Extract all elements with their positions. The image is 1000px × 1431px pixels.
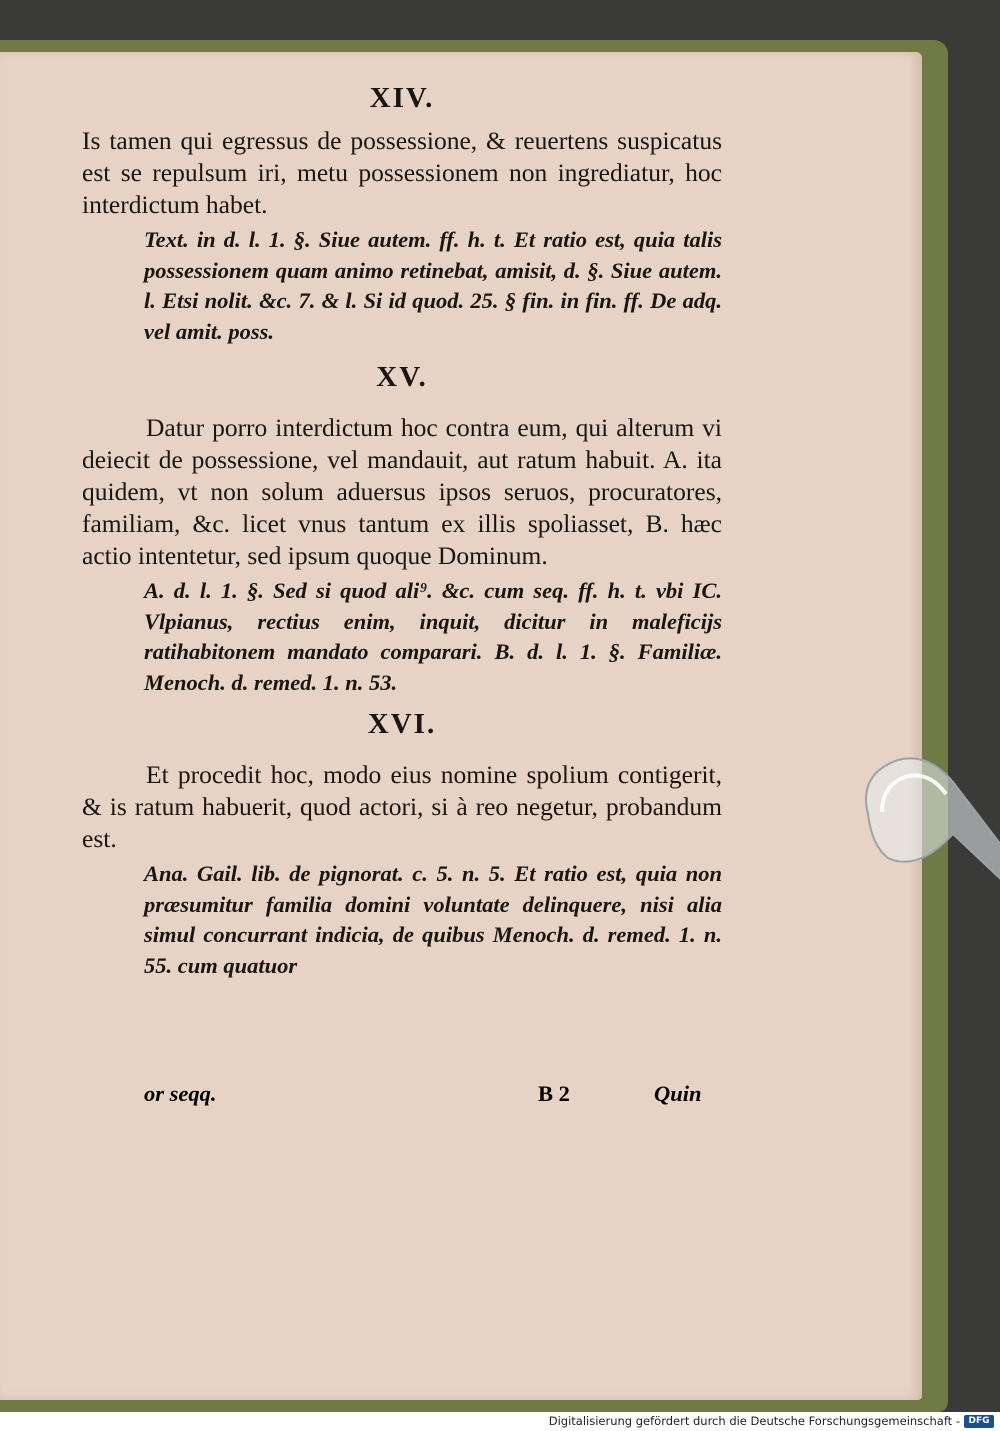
book-page — [0, 52, 922, 1400]
glass-page-clip — [858, 754, 1000, 894]
dfg-logo: DFG — [964, 1415, 994, 1428]
section-note-xv: A. d. l. 1. §. Sed si quod ali⁹. &c. cum seq. ff. h. t. vbi IC. Vlpianus, rectius enim, inquit, dicitur in maleficijs ratihabitonem mandato comparari. B. d. l. 1. §. Familiæ. Menoch. d. remed. 1. n. 53. — [144, 578, 722, 695]
section-heading-xv: XV. — [376, 361, 428, 393]
section-heading-xvi: XVI. — [367, 708, 437, 740]
catchword: Quin — [654, 1081, 702, 1106]
page-footer — [144, 1081, 724, 1111]
note-continuation: or seqq. — [144, 1081, 217, 1106]
section-paragraph-xiv: Is tamen qui egressus de possessione, & reuertens suspicatus est se repulsum iri, metu possessionem non ingrediatur, hoc interdictum habet. — [82, 126, 722, 219]
signature-mark: B 2 — [538, 1081, 570, 1106]
page-text — [82, 82, 722, 981]
digitization-banner — [0, 1412, 1000, 1431]
banner-text: Digitalisierung gefördert durch die Deutsche Forschungsgemeinschaft - — [548, 1414, 960, 1428]
section-note-xiv: Text. in d. l. 1. §. Siue autem. ff. h. t. Et ratio est, quia talis possessionem quam animo retinebat, amisit, d. §. Siue autem. l. Etsi nolit. &c. 7. & l. Si id quod. 25. § fin. in fin. ff. De adq. vel amit. poss. — [144, 227, 722, 344]
section-paragraph-xvi: Et procedit hoc, modo eius nomine spolium contigerit, & is ratum habuerit, quod actori, si à reo negetur, probandum est. — [82, 760, 722, 853]
section-paragraph-xv: Datur porro interdictum hoc contra eum, qui alterum vi deiecit de possessione, vel mandauit, aut ratum habuit. A. ita quidem, vt non solum aduersus ipsos seruos, procuratores, familiam, &c. licet vnus tantum ex illis spoliasset, B. hæc actio intentetur, sed ipsum quoque Dominum. — [82, 413, 722, 570]
section-heading-xiv: XIV. — [369, 82, 435, 114]
section-note-xvi: Ana. Gail. lib. de pignorat. c. 5. n. 5. Et ratio est, quia non præsumitur familia domini voluntate delinquere, nisi alia simul concurrant indicia, de quibus Menoch. d. remed. 1. n. 55. cum quatuor — [144, 861, 722, 978]
